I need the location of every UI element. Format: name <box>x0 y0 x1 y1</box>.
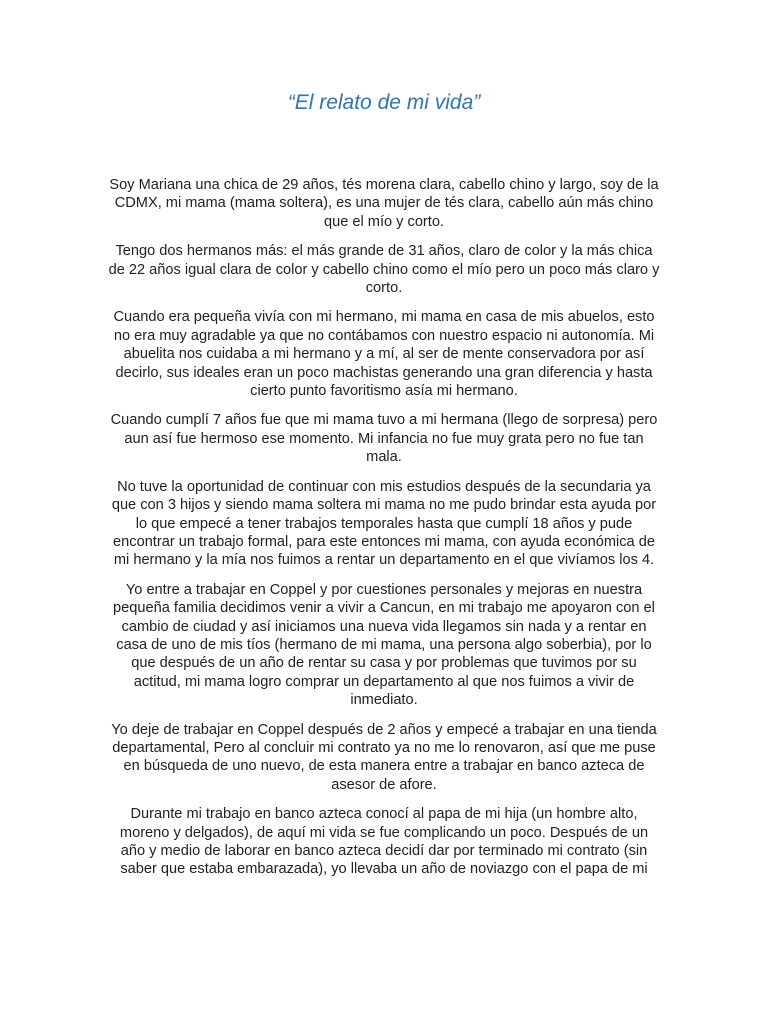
paragraph-4: Cuando cumplí 7 años fue que mi mama tuvo a mi hermana (llego de sorpresa) pero aun así fue hermoso ese momento. Mi infancia no fue muy grata pero no fue tan mala. <box>110 412 658 466</box>
paragraph-2: Tengo dos hermanos más: el más grande de 31 años, claro de color y la más chica de 22 años igual clara de color y cabello chino como el mío pero un poco más claro y corto. <box>108 243 660 297</box>
paragraph-8: Durante mi trabajo en banco azteca conocí al papa de mi hija (un hombre alto, moreno y delgados), de aquí mi vida se fue complicando un poco. Después de un año y medio de laborar en banco azteca decidí dar por terminado mi contrato (sin saber que estaba embarazada), yo llevaba un año de noviazgo con el papa de mi <box>119 806 649 878</box>
paragraph-7: Yo deje de trabajar en Coppel después de 2 años y empecé a trabajar en una tienda departamental, Pero al concluir mi contrato ya no me lo renovaron, así que me puse en búsqueda de uno nuevo, de esta manera entre a trabajar en banco azteca de asesor de afore. <box>111 721 657 793</box>
paragraph-6: Yo entre a trabajar en Coppel y por cuestiones personales y mejoras en nuestra pequeña familia decidimos venir a vivir a Cancun, en mi trabajo me apoyaron con el cambio de ciudad y así iniciamos una nueva vida llegamos sin nada y a rentar en casa de uno de mis tíos (hermano de mi mama, una persona algo soberbia), por lo que después de un año de rentar su casa y por problemas que tuvimos por su actitud, mi mama logro comprar un departamento al que nos fuimos a vivir de inmediato. <box>113 581 655 709</box>
paragraph-5: No tuve la oportunidad de continuar con mis estudios después de la secundaria ya que con 3 hijos y siendo mama soltera mi mama no me pudo brindar esta ayuda por lo que empecé a tener trabajos temporales hasta que cumplí 18 años y pude encontrar un trabajo formal, para este entonces mi mama, con ayuda económica de mi hermano y la mía nos fuimos a rentar un departamento en el que vivíamos los 4. <box>111 478 657 569</box>
document-body <box>106 176 662 890</box>
document-title: “El relato de mi vida” <box>287 91 481 114</box>
paragraph-1: Soy Mariana una chica de 29 años, tés morena clara, cabello chino y largo, soy de la CDMX, mi mama (mama soltera), es una mujer de tés clara, cabello aún más chino que el mío y corto. <box>109 177 659 230</box>
paragraph-3: Cuando era pequeña vivía con mi hermano, mi mama en casa de mis abuelos, esto no era muy agradable ya que no contábamos con nuestro espacio ni autonomía. Mi abuelita nos cuidaba a mi hermano y a mí, al ser de mente conservadora por así decirlo, sus ideales eran un poco machistas generando una gran diferencia y hasta cierto punto favoritismo asía mi hermano. <box>113 309 655 400</box>
